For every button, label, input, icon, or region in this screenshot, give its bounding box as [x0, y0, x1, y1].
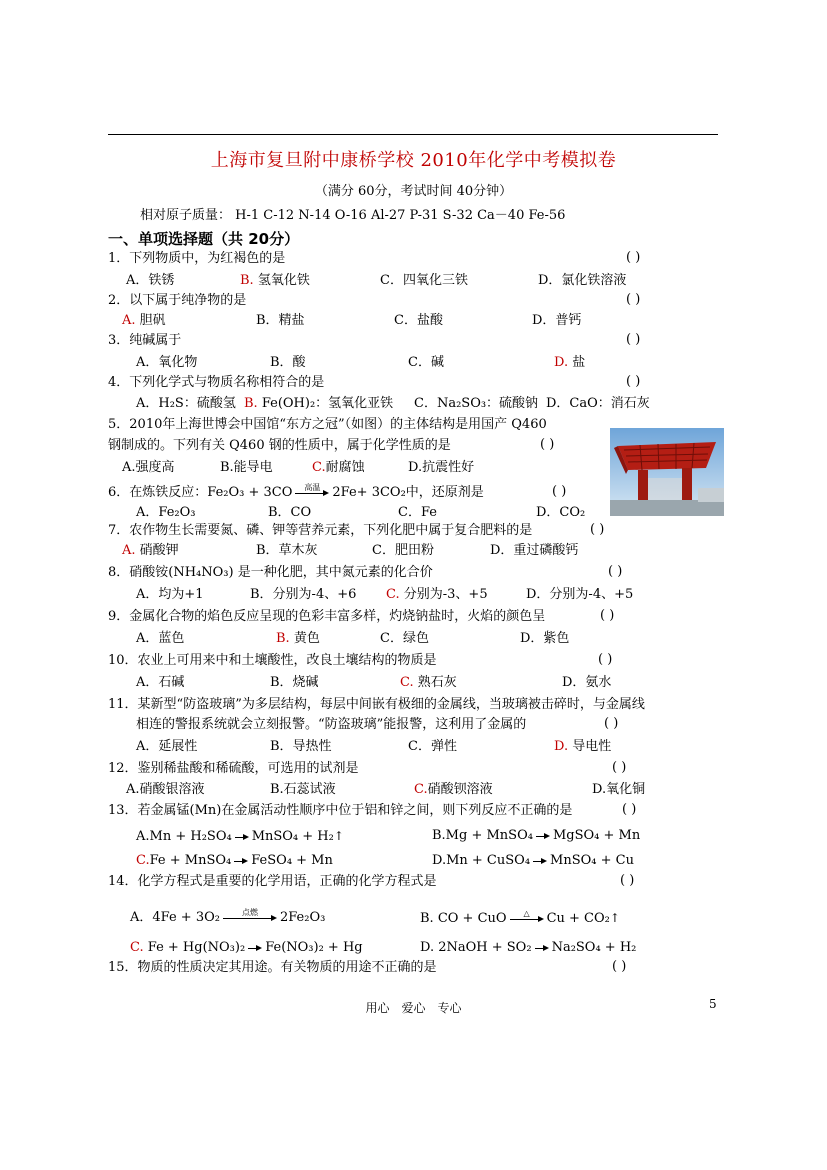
china-pavilion-illustration: [610, 428, 724, 516]
q14-c-reactants: Fe + Hg(NO₃)₂: [143, 940, 246, 955]
q4-option-b-text: Fe(OH)₂：氢氧化亚铁: [257, 396, 394, 411]
question-14-stem: 14．化学方程式是重要的化学用语，正确的化学方程式是: [108, 874, 437, 889]
question-5-stem-line1: 5．2010年上海世博会中国馆“东方之冠”（如图）的主体结构是用国产 Q460: [108, 417, 547, 432]
q9-option-c: C．绿色: [380, 631, 429, 646]
q1-option-b-letter: B.: [240, 273, 254, 288]
reaction-arrow-icon: [295, 482, 329, 498]
q4-option-b-letter: B.: [244, 396, 258, 411]
question-11-stem-line1: 11．某新型“防盗玻璃”为多层结构，每层中间嵌有极细的金属线，当玻璃被击碎时，与金属线: [108, 697, 645, 712]
q3-option-d-letter: D.: [554, 355, 569, 370]
answer-paren-5[interactable]: ( ): [540, 437, 555, 452]
q4-option-c: C．Na₂SO₃：硫酸钠: [414, 396, 539, 411]
page-number: 5: [709, 997, 717, 1011]
question-2-stem: 2．以下属于纯净物的是: [108, 293, 247, 308]
question-15-stem: 15．物质的性质决定其用途。有关物质的用途不正确的是: [108, 960, 437, 975]
q1-option-d: D．氯化铁溶液: [538, 273, 627, 288]
q14-option-c: [130, 939, 363, 957]
q7-option-a-text: 硝酸钾: [135, 543, 179, 558]
q4-option-d: D．CaO：消石灰: [546, 396, 650, 411]
q9-option-d: D．紫色: [520, 631, 570, 646]
reaction-arrow-icon: [536, 831, 550, 841]
q10-option-c: [400, 674, 457, 692]
q13-c-products: FeSO₄ + Mn: [251, 853, 333, 868]
q11-option-a: A．延展性: [136, 739, 198, 754]
q9-option-a: A．蓝色: [136, 631, 185, 646]
exam-subtitle: （满分 60分，考试时间 40分钟）: [314, 184, 513, 199]
q12-option-c-letter: C.: [414, 782, 428, 797]
question-4-stem: 4．下列化学式与物质名称相符合的是: [108, 375, 325, 390]
q2-option-c: C．盐酸: [394, 313, 443, 328]
q5-option-c-letter: C.: [312, 460, 326, 475]
q14-option-c-letter: C.: [130, 940, 144, 955]
atomic-masses: [140, 204, 565, 223]
q14-option-b: [420, 909, 620, 928]
q13-d-products: MnSO₄ + Cu: [550, 853, 634, 868]
q6-option-a: A．Fe₂O₃: [136, 505, 196, 520]
q11-option-d: [554, 738, 611, 756]
q9-option-b-letter: B.: [276, 631, 290, 646]
question-11-stem-line2: 相连的警报系统就会立刻报警。“防盗玻璃”能报警，这利用了金属的: [136, 717, 527, 732]
q7-option-c: C．肥田粉: [372, 543, 434, 558]
answer-paren-13[interactable]: ( ): [622, 802, 637, 817]
atomic-masses-values: H-1 C-12 N-14 O-16 Al-27 P-31 S-32 Ca－40 Fe-56: [235, 208, 566, 223]
q13-a-products: MnSO₄ + H₂: [251, 829, 334, 844]
q8-option-d: D．分别为-4、+5: [526, 587, 634, 602]
question-9-stem: 9．金属化合物的焰色反应呈现的色彩丰富多样，灼烧钠盐时，火焰的颜色呈: [108, 609, 546, 624]
answer-paren-10[interactable]: ( ): [598, 652, 613, 667]
q9-option-b: [276, 630, 320, 648]
answer-paren-3[interactable]: ( ): [626, 332, 641, 347]
q13-option-d: [432, 852, 634, 870]
answer-paren-15[interactable]: ( ): [612, 959, 627, 974]
answer-paren-6[interactable]: ( ): [552, 484, 567, 499]
gas-up-arrow-icon: ↑: [333, 829, 344, 843]
question-6-stem: [108, 484, 484, 502]
q4-option-a: A．H₂S：硫酸氢: [136, 396, 236, 411]
question-3-stem: 3．纯碱属于: [108, 333, 182, 348]
q2-option-d: D．普钙: [532, 313, 582, 328]
q2-option-a-letter: A.: [122, 313, 136, 328]
reaction-arrow-icon: [248, 943, 262, 953]
q11-option-d-letter: D.: [554, 739, 569, 754]
question-8-stem: 8．硝酸铵(NH₄NO₃) 是一种化肥，其中氮元素的化合价: [108, 565, 433, 580]
page-footer: 用心 爱心 专心: [365, 1001, 462, 1015]
q10-option-b: B．烧碱: [270, 675, 319, 690]
q14-d-reactants: D. 2NaOH + SO₂: [420, 940, 532, 955]
q14-a-products: 2Fe₂O₃: [279, 910, 326, 925]
q14-option-d: [420, 939, 636, 957]
section-title: 一、单项选择题（共 20分）: [108, 230, 300, 248]
q14-b-reactants: B. CO + CuO: [420, 911, 507, 926]
answer-paren-14[interactable]: ( ): [620, 873, 635, 888]
q3-option-c: C．碱: [408, 355, 444, 370]
q5-option-b: B.能导电: [220, 460, 273, 475]
q12-option-b: B.石蕊试液: [270, 782, 336, 797]
answer-paren-1[interactable]: ( ): [626, 250, 641, 265]
answer-paren-7[interactable]: ( ): [590, 522, 605, 537]
q7-option-b: B．草木灰: [256, 543, 318, 558]
answer-paren-2[interactable]: ( ): [626, 292, 641, 307]
q5-option-d: D.抗震性好: [408, 460, 475, 475]
reaction-arrow-icon: [235, 832, 249, 842]
q13-option-c-letter: C.: [136, 853, 150, 868]
q6-option-c: C．Fe: [398, 505, 437, 520]
question-12-stem: 12．鉴别稀盐酸和稀硫酸，可选用的试剂是: [108, 761, 359, 776]
question-13-stem: 13．若金属锰(Mn)在金属活动性顺序中位于铝和锌之间，则下列反应不正确的是: [108, 803, 573, 818]
q13-a-reactants: A.Mn + H₂SO₄: [136, 829, 232, 844]
q12-option-c: [414, 781, 493, 799]
q10-option-c-text: 熟石灰: [413, 675, 457, 690]
q12-option-c-text: 硝酸钡溶液: [427, 782, 493, 797]
q11-option-d-text: 导电性: [568, 739, 612, 754]
q8-option-a: A．均为+1: [136, 587, 204, 602]
reaction-arrow-icon: [234, 856, 248, 866]
q13-b-products: MgSO₄ + Mn: [552, 828, 641, 843]
question-1-stem: 1．下列物质中，为红褐色的是: [108, 251, 286, 266]
q8-option-c-text: 分别为-3、+5: [399, 587, 488, 602]
q2-option-b: B．精盐: [256, 313, 305, 328]
q3-option-b: B．酸: [270, 355, 306, 370]
q1-option-b-text: 氢氧化铁: [253, 273, 310, 288]
q1-option-a: A．铁锈: [126, 273, 175, 288]
atomic-masses-label: 相对原子质量：: [140, 208, 232, 223]
q10-option-c-letter: C.: [400, 675, 414, 690]
q6-stem-pre: 6．在炼铁反应：Fe₂O₃ + 3CO: [108, 485, 293, 500]
answer-paren-12[interactable]: ( ): [612, 760, 627, 775]
answer-paren-4[interactable]: ( ): [626, 374, 641, 389]
q13-b-reactants: B.Mg + MnSO₄: [432, 828, 533, 843]
q13-d-reactants: D.Mn + CuSO₄: [432, 853, 531, 868]
q1-option-b: [240, 272, 310, 290]
question-7-stem: 7．农作物生长需要氮、磷、钾等营养元素，下列化肥中属于复合肥料的是: [108, 523, 533, 538]
q3-option-a: A．氧化物: [136, 355, 198, 370]
q14-d-products: Na₂SO₄ + H₂: [551, 940, 637, 955]
reaction-arrow-icon: [223, 907, 277, 923]
q14-b-products: Cu + CO₂: [546, 911, 610, 926]
q14-a-reactants: A．4Fe + 3O₂: [130, 910, 220, 925]
q13-c-reactants: Fe + MnSO₄: [149, 853, 232, 868]
q14-c-products: Fe(NO₃)₂ + Hg: [265, 940, 363, 955]
q2-option-a: [122, 312, 166, 330]
q13-option-a: [136, 827, 344, 846]
q6-stem-post: 2Fe+ 3CO₂中，还原剂是: [332, 485, 484, 500]
china-pavilion-image: [610, 428, 724, 516]
reaction-arrow-icon: [535, 943, 549, 953]
q10-option-a: A．石碱: [136, 675, 185, 690]
q11-option-c: C．弹性: [408, 739, 457, 754]
q3-option-d: [554, 354, 585, 372]
q6-condition: 高温: [304, 482, 321, 492]
answer-paren-11[interactable]: ( ): [604, 716, 619, 731]
q8-option-c: [386, 586, 488, 604]
q3-option-d-text: 盐: [568, 355, 586, 370]
q7-option-d: D．重过磷酸钙: [490, 543, 579, 558]
q14-option-a: [130, 909, 325, 927]
q14-b-condition: △: [523, 908, 530, 918]
question-10-stem: 10．农业上可用来中和土壤酸性，改良土壤结构的物质是: [108, 653, 437, 668]
q14-a-condition: 点燃: [241, 907, 258, 917]
q9-option-b-text: 黄色: [289, 631, 320, 646]
answer-paren-9[interactable]: ( ): [600, 608, 615, 623]
q4-option-b: [244, 395, 393, 413]
q1-option-c: C．四氧化三铁: [380, 273, 468, 288]
reaction-arrow-icon: [510, 908, 544, 924]
header-rule: [108, 134, 718, 135]
answer-paren-8[interactable]: ( ): [608, 564, 623, 579]
q6-option-d: D．CO₂: [536, 505, 586, 520]
q10-option-d: D．氨水: [562, 675, 612, 690]
gas-up-arrow-icon: ↑: [609, 911, 620, 925]
q13-option-c: [136, 852, 333, 870]
q8-option-c-letter: C.: [386, 587, 400, 602]
q12-option-a: A.硝酸银溶液: [126, 782, 205, 797]
q6-option-b: B．CO: [268, 505, 312, 520]
q5-option-a: A.强度高: [122, 460, 175, 475]
reaction-arrow-icon: [533, 856, 547, 866]
q12-option-d: D.氧化铜: [592, 782, 646, 797]
q11-option-b: B．导热性: [270, 739, 332, 754]
q7-option-a-letter: A.: [122, 543, 136, 558]
q5-option-c: [312, 459, 365, 477]
exam-title: 上海市复旦附中康桥学校 2010年化学中考模拟卷: [210, 150, 617, 171]
q13-option-b: [432, 827, 640, 845]
question-5-stem-line2: 钢制成的。下列有关 Q460 钢的性质中，属于化学性质的是: [108, 438, 451, 453]
q2-option-a-text: 胆矾: [135, 313, 166, 328]
q5-option-c-text: 耐腐蚀: [325, 460, 365, 475]
q7-option-a: [122, 542, 179, 560]
q8-option-b: B．分别为-4、+6: [250, 587, 357, 602]
